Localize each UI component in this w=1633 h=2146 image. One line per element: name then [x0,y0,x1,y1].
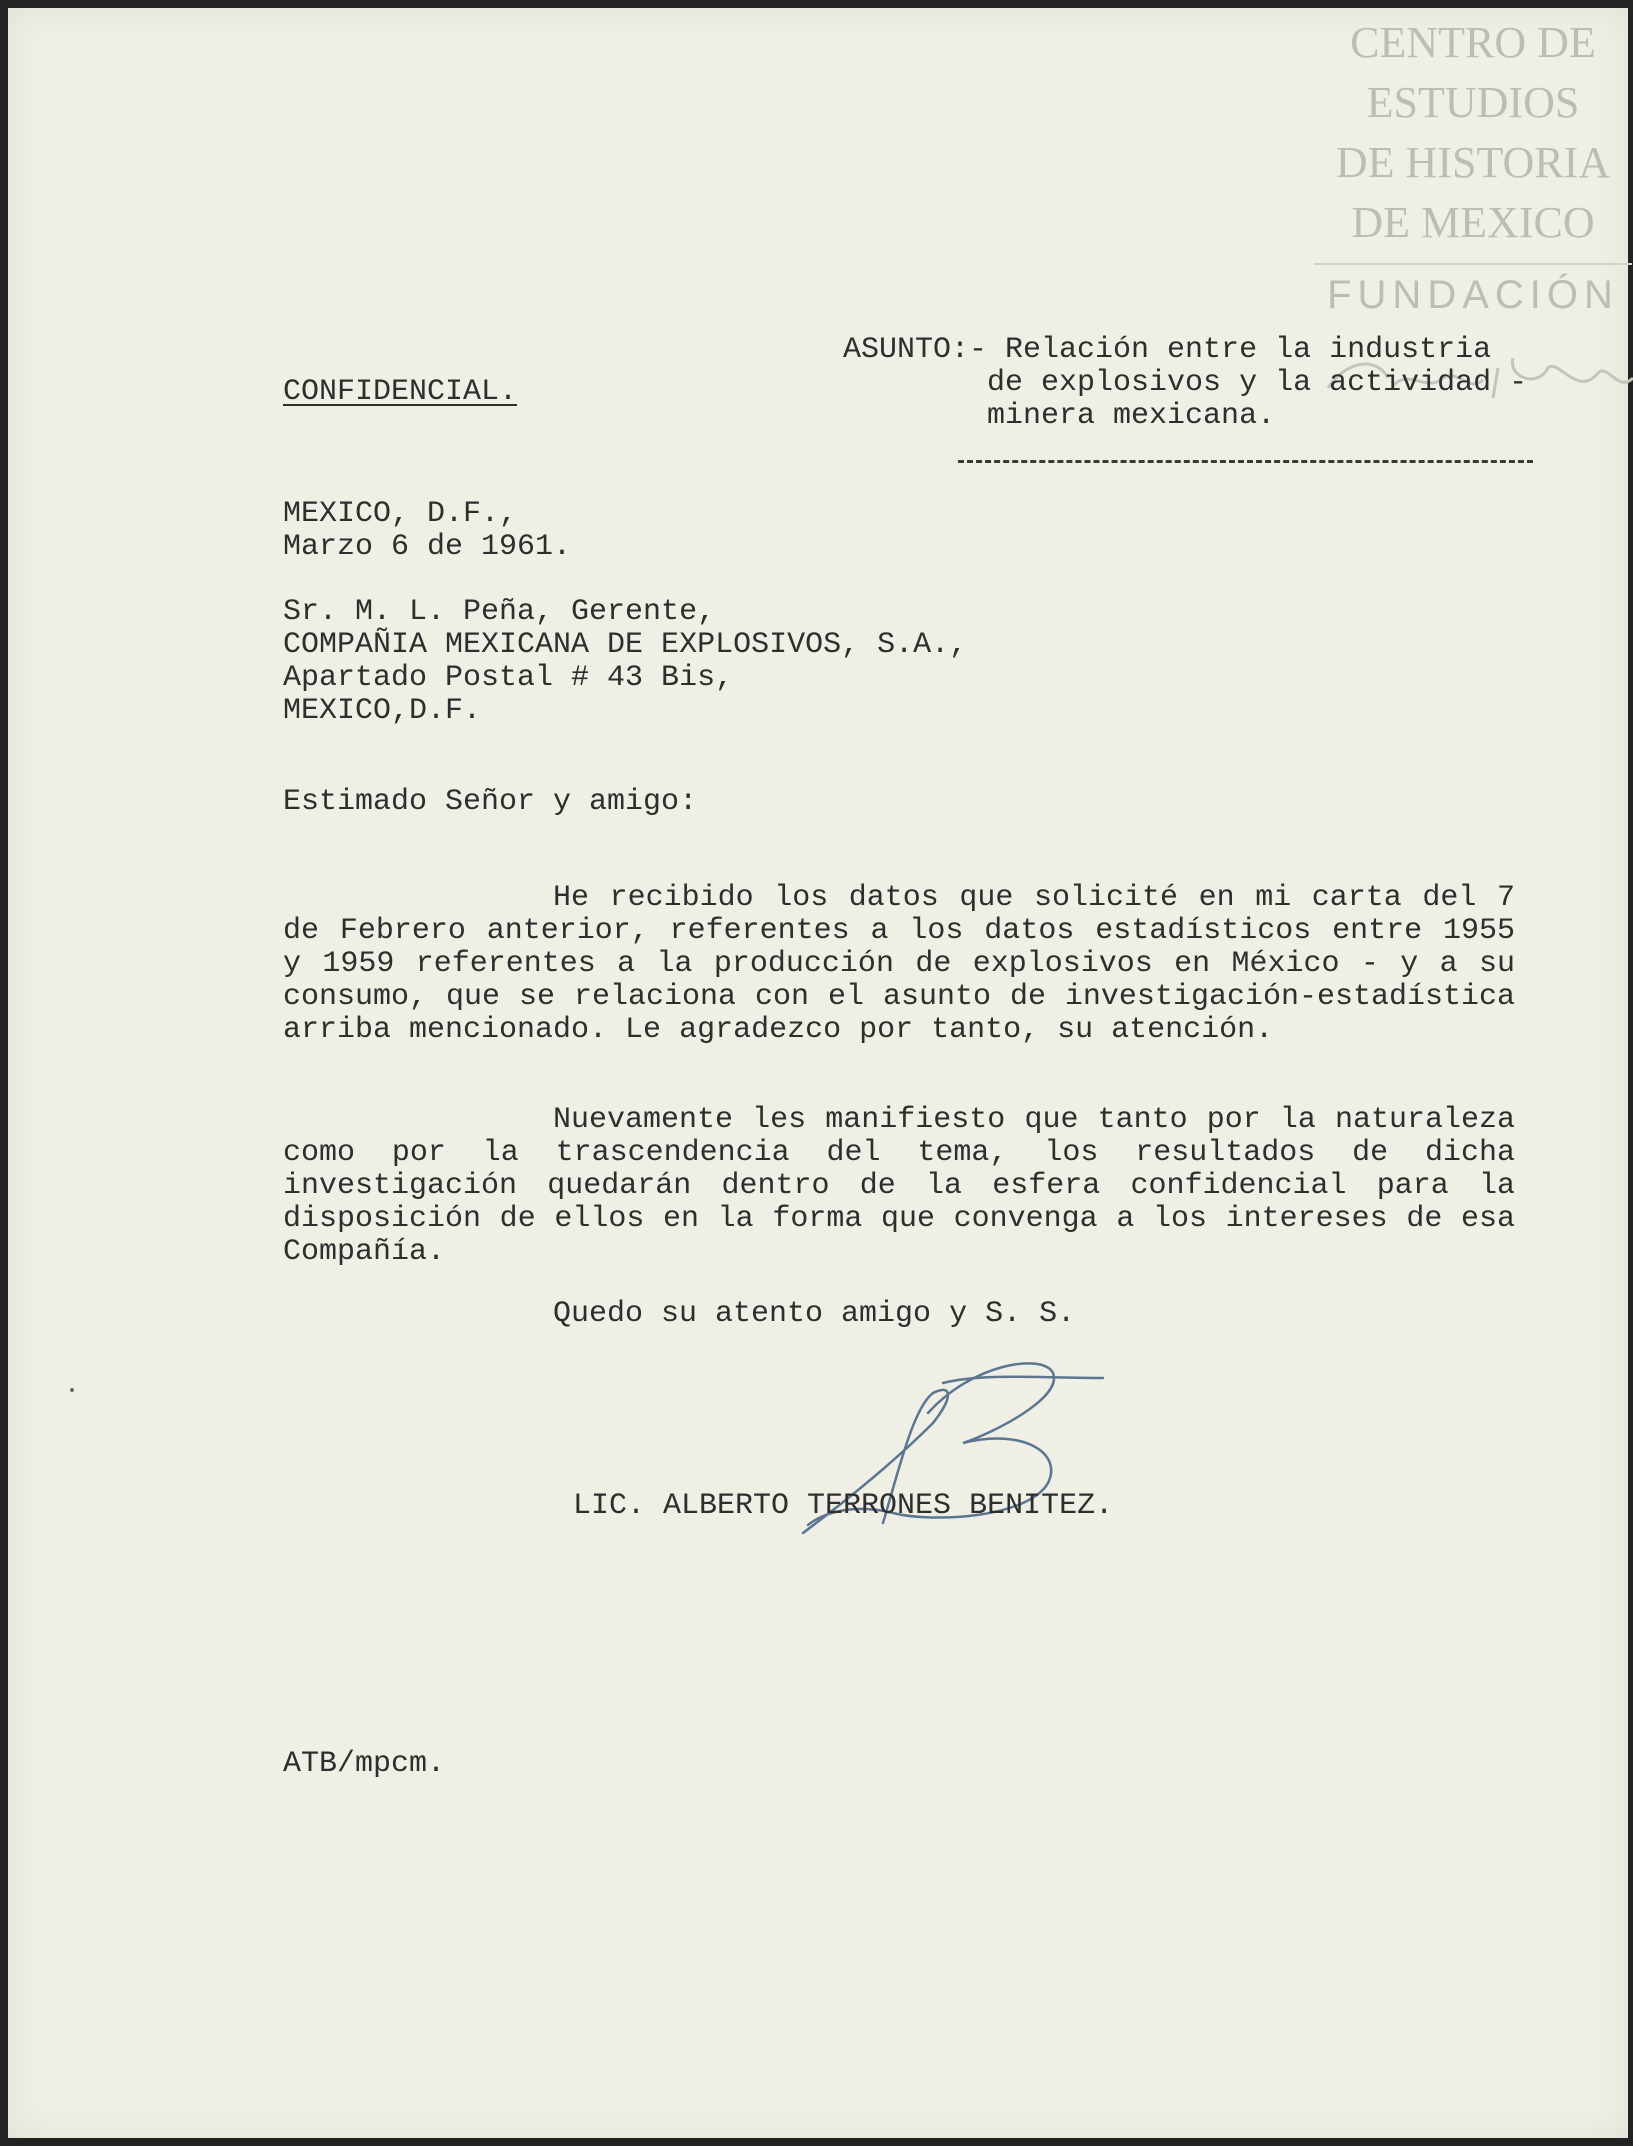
watermark-foundation: FUNDACIÓN [1327,273,1619,317]
recipient-company: COMPAÑIA MEXICANA DE EXPLOSIVOS, S.A., [283,628,968,662]
paper-speck [70,1388,74,1392]
signatory-name: LIC. ALBERTO TERRONES BENITEZ. [573,1489,1114,1523]
recipient-name: Sr. M. L. Peña, Gerente, [283,595,716,629]
watermark-line: ESTUDIOS [1366,78,1580,127]
letter-page [8,8,1628,2138]
date-line: Marzo 6 de 1961. [283,530,572,564]
place-line: MEXICO, D.F., [283,497,518,531]
watermark-line: DE HISTORIA [1335,138,1611,187]
subject-line: ASUNTO:- Relación entre la industria de explosivos y la actividad - minera mexicana. [843,333,1528,433]
watermark-line: DE MEXICO [1351,198,1595,247]
archive-watermark [1308,13,1633,318]
body-paragraph-1: He recibido los datos que solicité en mi carta del 7 de Febrero anterior, referentes a los datos estadísticos entre 1955 y 1959 referentes a la producción de explosivos en México - y a su consumo, que se relaciona con el asunto de investigación-estadística arriba mencionado. Le agradezco por tanto, su atención. [283,881,1515,1047]
typist-initials: ATB/mpcm. [283,1747,446,1781]
handwritten-signature-icon [783,1353,1113,1553]
watermark-divider [1314,263,1632,265]
watermark-line: CENTRO DE [1350,18,1596,67]
body-paragraph-2: Nuevamente les manifiesto que tanto por la naturaleza como por la trascendencia del tema, los resultados de dicha investigación quedarán dentro de la esfera confidencial para la disposición de ellos en la forma que convenga a los intereses de esa Compañía. [283,1103,1515,1269]
salutation: Estimado Señor y amigo: [283,785,698,819]
recipient-city: MEXICO,D.F. [283,694,482,728]
closing-line: Quedo su atento amigo y S. S. [553,1297,1076,1331]
confidential-heading: CONFIDENCIAL. [283,375,518,409]
recipient-address: Apartado Postal # 43 Bis, [283,661,734,695]
subject-underline [958,460,1533,463]
